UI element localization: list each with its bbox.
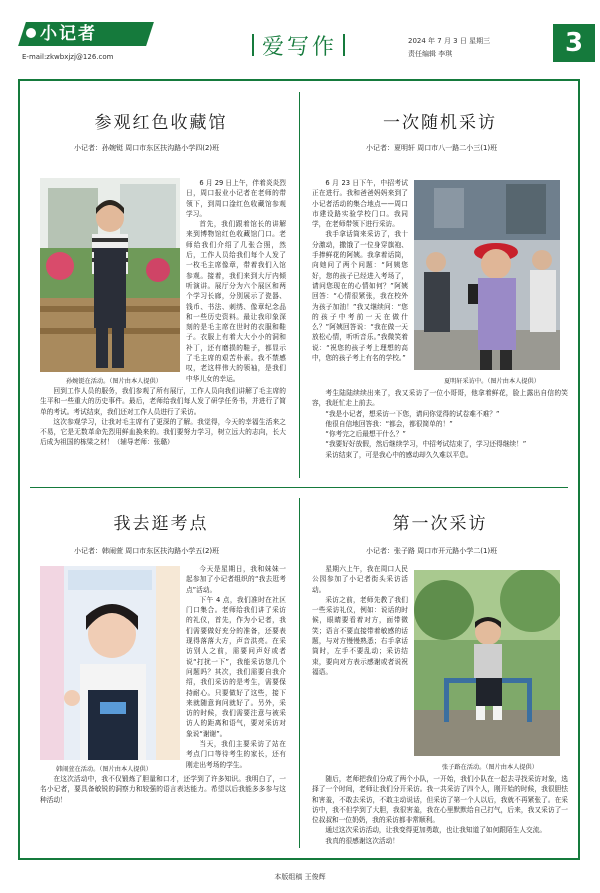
article-photo: [414, 570, 560, 756]
article-byline: 小记者：孙婉铤 周口市东区扶沟路小学四(2)班: [74, 144, 220, 152]
paragraph: 星期六上午，我在周口人民公园参加了小记者街头采访活动。: [312, 565, 408, 594]
article-title: 参观红色收藏馆: [94, 113, 228, 133]
paragraph: 我手拿话筒来采访了，我十分激动，撒饿了一位身穿旗袍、手捧鲜花的阿姨。我拿着话筒，向她问了两个问题：“阿姨您好，您的孩子已经进入考场了，请问您现在的心情如何？”阿姨回答：“心情很紧张，我在校外为孩子加油！”我又继续问：“您的孩子中考前一天在做什么？”阿姨回答说：“我在做一天放松心情，听听音乐。”我微笑着说：“祝您的孩子考上理想的高中，您的孩子考上有名的学校。”: [312, 230, 408, 363]
article-body-full: [312, 388, 568, 478]
article-photo: [40, 566, 180, 760]
paragraph: 采访之前，老师先教了我们一些采访礼仪，例如：说话的时候，眼睛要看着对方，面带微笑；语言不要直接带着敏感的话题，与对方慢慢熟悉；右手拿话筒时，左手不要乱动；采访结束，要向对方表示感谢或者说祝福语。: [312, 595, 408, 676]
photo-caption: 孙婉铤在活动。（图片由本人提供）: [66, 378, 162, 385]
article-title: 一次随机采访: [383, 113, 497, 133]
paragraph: “你考完之后最想干什么？”: [325, 430, 406, 439]
page-footer: 本版组稿 王俊辉: [274, 873, 326, 881]
section-title-left-bar: [252, 34, 254, 56]
section-title-right-bar: [343, 34, 345, 56]
article-body-column: [312, 178, 408, 388]
paragraph: 考生陆陆续续出来了，我又采访了一位小哥哥，他拿着鲜花，脸上露出自信的笑容，我赶忙走上前去。: [312, 389, 568, 408]
vertical-divider-top: [299, 92, 300, 478]
paragraph: 我真的很感谢这次活动！: [325, 836, 399, 845]
paragraph: 在这次活动中，我不仅锻炼了胆量和口才，还学到了许多知识。我明白了，一名小记者，要具备敏锐的洞察力和较强的语言表达能力。希望以后我能多多参与这种活动！: [40, 775, 286, 804]
paragraph: “我是小记者，想采访一下您，请问你觉得的试卷难不难？”: [325, 409, 500, 418]
photo-caption: 张子路在活动。（图片由本人提供）: [442, 764, 538, 771]
column-name: 小记者: [40, 24, 97, 44]
issue-date: 2024 年 7 月 3 日 星期三: [408, 37, 491, 45]
article-title: 我去逛考点: [113, 514, 209, 534]
page-number-badge: 3: [553, 24, 595, 62]
paragraph: “我要好好放假，然后继续学习，中招考试结束了，学习还得继续！”: [325, 440, 527, 449]
article-byline: 小记者：韩闹萱 周口市东区扶沟路小学五(2)班: [74, 547, 220, 555]
paragraph: 今天是星期日，我和妹妹一起参加了小记者组织的“我去逛考点”活动。: [186, 565, 286, 594]
paragraph: 6 月 29 日上午，伴着炎炎烈日，周口报业小记者在老师的带领下，到周口淦红色收藏馆参观学习。: [186, 179, 286, 218]
paragraph: 当天，我们主要采访了站在考点门口等待考生的家长，还有刚走出考场的学生。: [186, 740, 286, 769]
article-photo: [40, 178, 180, 372]
logo-dot-icon: [26, 28, 36, 38]
responsible-editor: 责任编辑 李琪: [408, 50, 453, 58]
article-title: 第一次采访: [392, 514, 488, 534]
article-byline: 小记者：夏明轩 周口市八一路二小三(1)班: [366, 144, 498, 152]
horizontal-divider: [30, 487, 568, 488]
contact-email[interactable]: E-mail:zkwbxjzj@126.com: [22, 53, 114, 61]
article-body-column: [186, 178, 286, 384]
paragraph: 采访结束了，可是我心中的感动却久久难以平息。: [325, 450, 473, 459]
paragraph: 下午 4 点，我们准时在社区门口集合。老师给我们讲了采访的礼仪，首先，作为小记者，我们需要做好充分的准备，还要表现得落落大方，声音洪亮。在采访别人之前，需要问声好或者说“打扰一下”，我能采访您几个问题吗？其次，我们需要自我介绍，我们采访的是考生，需要保持耐心。只要做好了这些，接下来就随意询问就好了。另外，采访的时候，我们需要注意与被采访人的距离和语气，要对采访对象说“谢谢”。: [186, 595, 286, 738]
paragraph: 他很自信地回答我：“都会，都很简单的！”: [325, 419, 453, 428]
article-body-column: [186, 564, 286, 770]
section-title: 爱写作: [262, 35, 338, 60]
paragraph: 6 月 23 日下午，中招考试正在进行。我和爸爸妈妈来到了小记者活动的集合地点——周口市建设路实验学校门口。我同学，在老师带领下进行采访。: [312, 179, 408, 229]
photo-caption: 韩闹萱在活动。（图片由本人提供）: [56, 766, 152, 773]
vertical-divider-bottom: [299, 498, 300, 848]
paragraph: 随后，老师把我们分成了两个小队，一开始，我们小队在一起去寻找采访对象，选择了一个时间，老师让我们分开采访。我一共采访了四个人，刚开始的时候，我很胆怯和害羞，不敢去采访，不敢主动说话，但采访了第一个人以后，我就不再紧张了。在采访中，我不但学到了大胆，我很害羞，我在心里默默给自己打气，后来，我又采访了一位叔叔和一位奶奶，我的采访都非常顺利。: [312, 775, 568, 825]
article-body-full: [312, 774, 568, 850]
article-body-full: [40, 386, 286, 478]
paragraph: 回到工作人员的服务，我们参观了所有展厅，工作人员向我们讲解了毛主席的生平和一些重大的历史事件。最后，老师给我们每人发了研学任务书，并进行了简单的考试。考试结束，我们还对工作人员进行了采访。: [40, 387, 286, 416]
paragraph: 通过这次采访活动，让我变得更加勇敢，也让我知道了如何跟陌生人交流。: [325, 826, 547, 835]
article-body-column: [312, 564, 408, 776]
article-body-full: [40, 774, 286, 846]
article-photo: [414, 180, 560, 370]
paragraph: 首先，我们跟着馆长的讲解来到博物馆红色收藏馆门口。老师给我们介绍了几张合照，然后，工作人员给我们每个人发了一枚毛主席像章，带着我们入馆参观。接着，我们来到大厅内倾听演讲。展厅分为六个展区和两个学习长廊，分别展示了瓷器、钱币、书法、刺绣、像章纪念品和一些历史资料。最让我印象深刻的是毛主席在世时的衣服和鞋子。衣服上有着大大小小的洞和补丁，还有磨损的鞋子，都显示了毛主席的艰苦朴素。我不禁感叹，老这样伟大的领袖，是我们中华儿女的幸运。: [186, 220, 286, 383]
article-byline: 小记者：张子路 周口市开元路小学二(1)班: [366, 547, 498, 555]
photo-caption: 夏明轩采访中。（图片由本人提供）: [444, 378, 540, 385]
paragraph: 这次参观学习，让我对毛主席有了更深的了解。我觉得，今天的幸福生活来之不易，它是无数革命先烈用鲜血换来的。我们要努力学习，树立远大的志向，长大后成为祖国的栋梁之材！（辅导老师：张璐）: [40, 417, 286, 447]
